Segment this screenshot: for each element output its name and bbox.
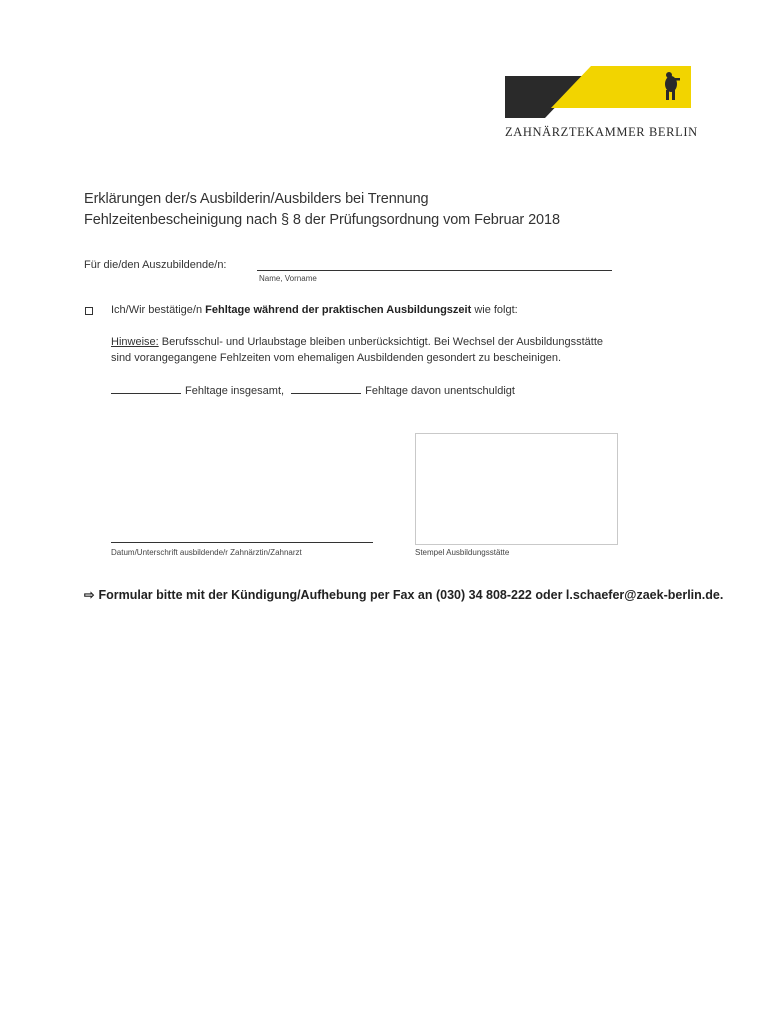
hint-text-1: Berufsschul- und Urlaubstage bleiben unberücksichtigt. Bei Wechsel der Ausbildungsstätte [161, 336, 604, 348]
total-days-field[interactable] [111, 392, 181, 394]
arrow-right-icon: ⇨ [84, 588, 95, 602]
trainee-name-field[interactable] [257, 270, 612, 271]
empty-checkbox-icon[interactable] [85, 307, 93, 315]
confirm-statement [111, 304, 518, 316]
confirm-prefix: Ich/Wir bestätige/n [111, 304, 203, 316]
hint-paragraph-line-1 [111, 336, 603, 348]
unexcused-days-label: Fehltage davon unentschuldigt [365, 385, 515, 397]
notice-text: Formular bitte mit der Kündigung/Aufhebung per Fax an (030) 34 808-222 oder l.schaefer@zaek-berlin.de. [98, 588, 724, 602]
stamp-box[interactable] [415, 433, 618, 545]
page-title: Erklärungen der/s Ausbilderin/Ausbilders bei Trennung [84, 191, 429, 207]
trainee-field-hint: Name, Vorname [259, 274, 317, 283]
total-days-label: Fehltage insgesamt, [185, 385, 285, 397]
fax-notice [84, 587, 723, 602]
zaek-logo-graphic [505, 66, 691, 118]
confirm-bold: Fehltage während der praktischen Ausbildungszeit [205, 304, 472, 316]
confirm-suffix: wie folgt: [474, 304, 518, 316]
unexcused-days-field[interactable] [291, 392, 361, 394]
trainee-label: Für die/den Auszubildende/n: [84, 259, 227, 271]
stamp-label: Stempel Ausbildungsstätte [415, 548, 510, 557]
signature-field[interactable] [111, 542, 373, 543]
days-row [111, 385, 515, 397]
signature-label: Datum/Unterschrift ausbildende/r Zahnärztin/Zahnarzt [111, 548, 302, 557]
hint-title: Hinweise: [111, 336, 159, 348]
logo-text: ZAHNÄRZTEKAMMER BERLIN [505, 125, 698, 139]
hint-text-2: sind vorangegangene Fehlzeiten vom ehemaligen Ausbildenden gesondert zu bescheinigen. [111, 352, 562, 364]
page-subtitle: Fehlzeitenbescheinigung nach § 8 der Prüfungsordnung vom Februar 2018 [84, 212, 560, 228]
